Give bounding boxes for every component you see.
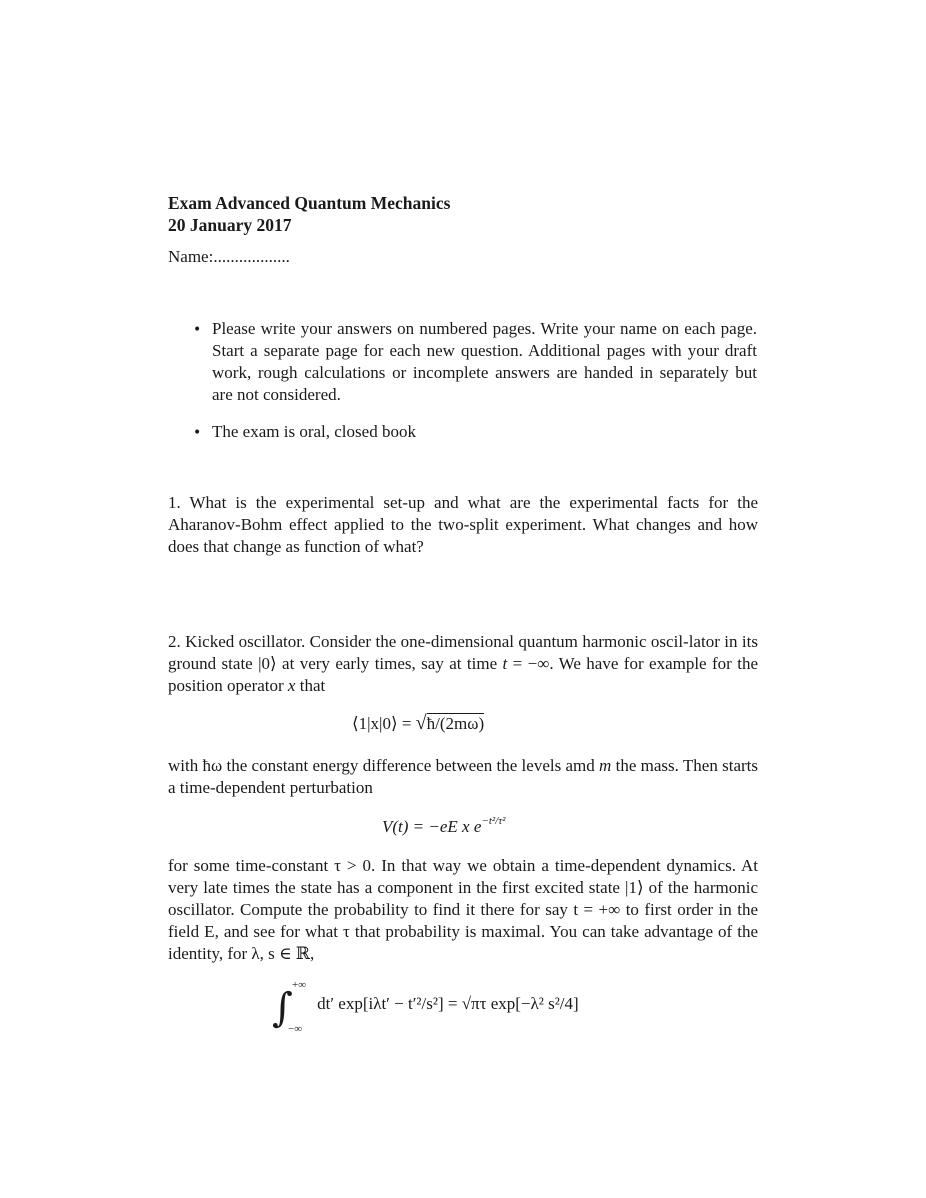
integral-upper-limit: +∞: [292, 979, 307, 991]
bullet-icon: •: [193, 322, 202, 338]
exam-date: 20 January 2017: [168, 215, 292, 235]
integral-lower-limit: −∞: [288, 1023, 303, 1035]
instruction-1: Please write your answers on numbered pages. Write your name on each page. Start a separate page for each new question. Additional pages with your draft work, rough calculations or incomplete answers are handed in separately but are not considered.: [212, 319, 757, 404]
equation-gaussian-integral: [272, 979, 579, 1035]
instruction-2: The exam is oral, closed book: [212, 422, 416, 441]
question-1: 1. What is the experimental set-up and what are the experimental facts for the Aharanov-Bohm effect applied to the two-split experiment. What changes and how does that change as function of what?: [168, 493, 758, 556]
integral-icon: ∫: [272, 985, 293, 1031]
equation-matrix-element: ⟨1|x|0⟩ = √ħ/(2mω): [352, 712, 485, 734]
exam-title: Exam Advanced Quantum Mechanics: [168, 193, 451, 213]
name-field: Name:..................: [168, 247, 290, 266]
question-2-body: for some time-constant τ > 0. In that way we obtain a time-dependent dynamics. At very late times the state has a component in the first excited state |1⟩ of the harmonic oscillator. Compute the probability to find it there for say t = +∞ to first order in the field E, and see for what τ that probability is maximal. You can take advantage of the identity, for λ, s ∈ ℝ,: [168, 856, 758, 963]
integral-body: dt′ exp[iλt′ − t′²/s²] = √πτ exp[−λ² s²/4]: [317, 994, 579, 1013]
equation-perturbation: V(t) = −eE x $e^{-t^2/\tau^2}$: [382, 815, 506, 836]
question-2-intro: 2. Kicked oscillator. Consider the one-dimensional quantum harmonic oscil-lator in its ground state |0⟩ at very early times, say at time t = −∞. We have for example for the position operator x that: [168, 632, 758, 695]
question-2-mid: with ħω the constant energy difference between the levels amd m the mass. Then starts a time-dependent perturbation: [168, 756, 758, 797]
bullet-icon: •: [193, 425, 202, 441]
